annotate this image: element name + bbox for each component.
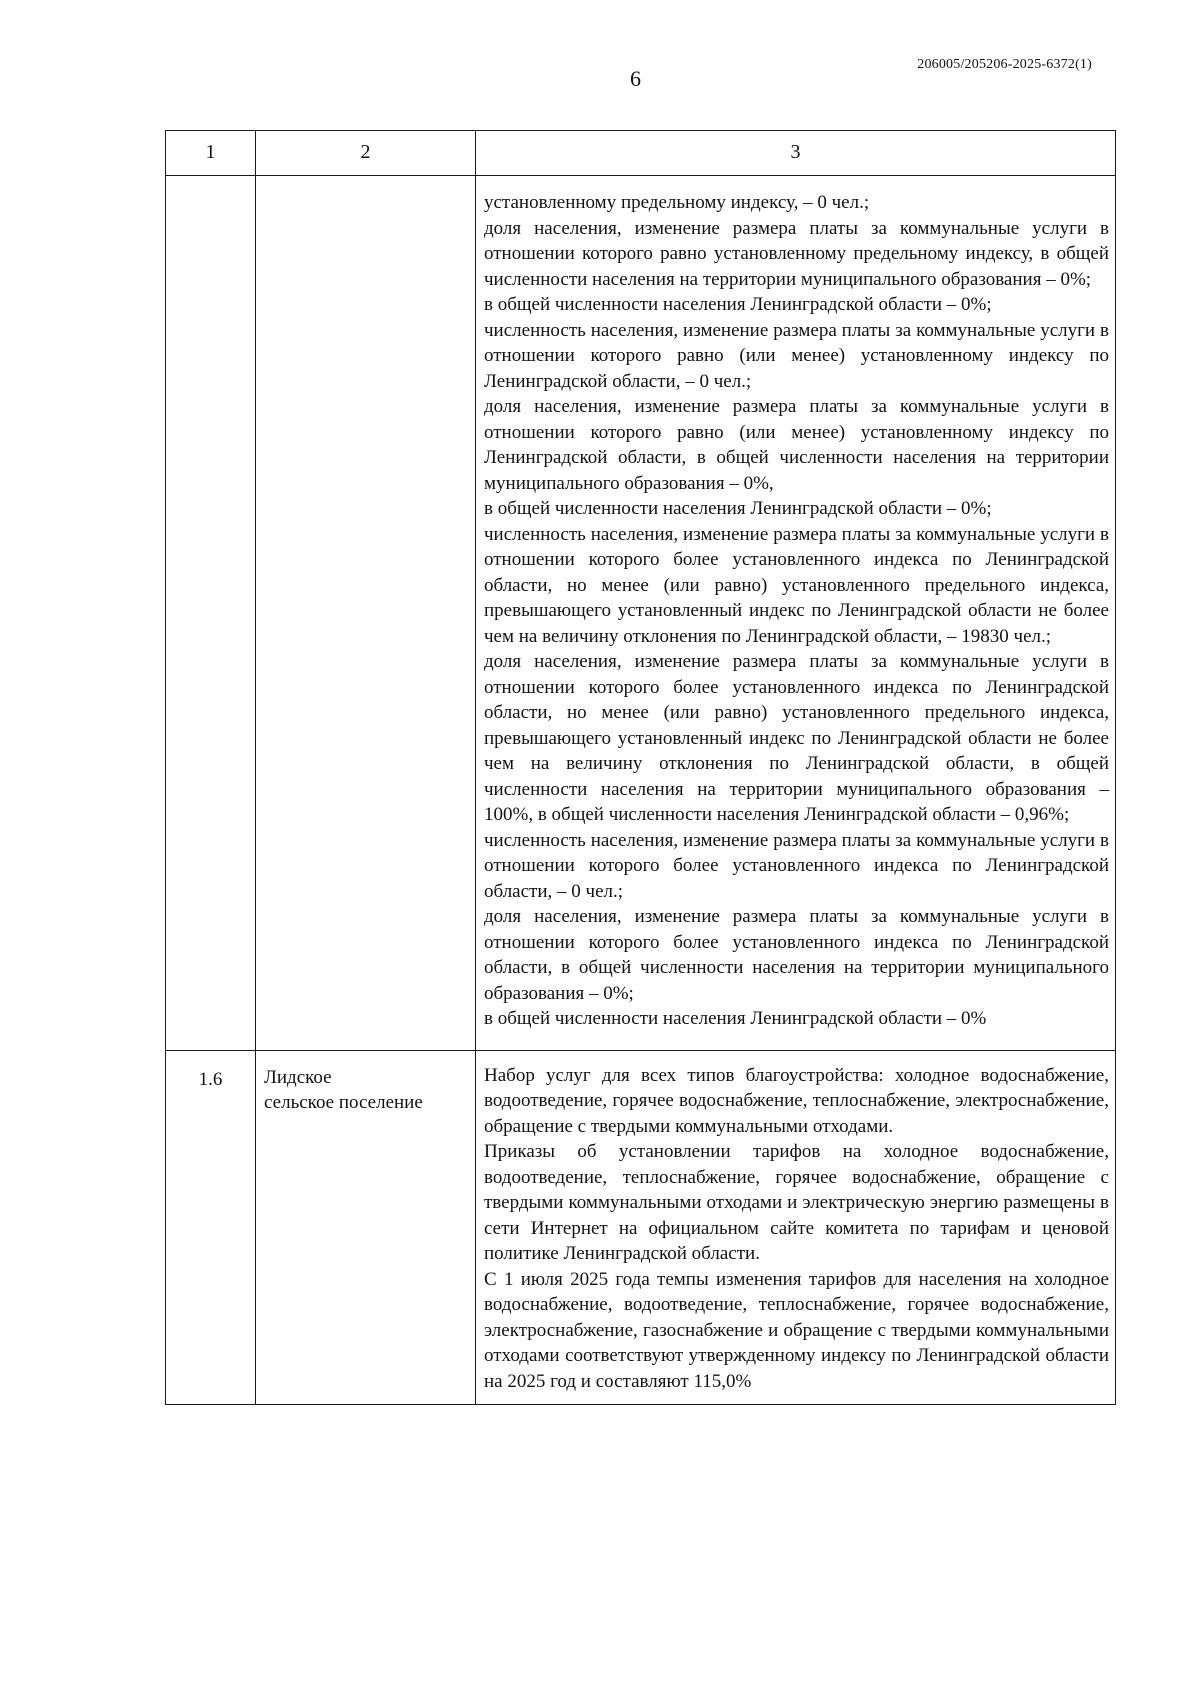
description-paragraph: С 1 июля 2025 года темпы изменения тарифов для населения на холодное водоснабжение, водоотведение, теплоснабжение, горячее водоснабжение, электроснабжение, газоснабжение и обращение с твердыми коммунальными отходами соответствуют утвержденному индексу по Ленинградской области на 2025 год и составляют 115,0% [484,1268,1109,1392]
description-paragraph: в общей численности населения Ленинградской области – 0% [484,1008,987,1029]
settlement-name-cell [256,176,476,1051]
description-paragraph: доля населения, изменение размера платы за коммунальные услуги в отношении которого равно (или менее) установленному индексу по Ленинградской области, в общей численности населения на территории муниципального образования – 0%, [484,396,1109,494]
column-header-3: 3 [476,131,1116,176]
settlement-name-cell [256,1050,476,1405]
description-paragraph: в общей численности населения Ленинградской области – 0%; [484,498,992,519]
description-paragraph: Приказы об установлении тарифов на холодное водоснабжение, водоотведение, теплоснабжение, горячее водоснабжение, обращение с твердыми коммунальными отходами и электрическую энергию размещены в сети Интернет на официальном сайте комитета по тарифам и ценовой политике Ленинградской области. [484,1141,1109,1264]
row-number-cell [166,176,256,1051]
table-header-row [166,131,1116,176]
description-cell [476,176,1116,1051]
description-paragraph: в общей численности населения Ленинградской области – 0%; [484,294,992,315]
description-cell [476,1050,1116,1405]
description-paragraph: доля населения, изменение размера платы за коммунальные услуги в отношении которого более установленного индекса по Ленинградской области, в общей численности населения на территории муниципального образования – 0%; [484,906,1109,1004]
column-header-1: 1 [166,131,256,176]
table-row-1-6 [166,1050,1116,1405]
row-number-cell: 1.6 [166,1050,256,1405]
page-number: 6 [630,66,641,91]
table-row-continued [166,176,1116,1051]
description-paragraph: численность населения, изменение размера платы за коммунальные услуги в отношении которого равно (или менее) установленному индексу по Ленинградской области, – 0 чел.; [484,319,1109,392]
tariff-table [165,130,1116,1405]
description-paragraph: Набор услуг для всех типов благоустройства: холодное водоснабжение, водоотведение, горячее водоснабжение, теплоснабжение, электроснабжение, обращение с твердыми коммунальными отходами. [484,1064,1109,1137]
settlement-name-line: сельское поселение [264,1092,423,1113]
description-paragraph: численность населения, изменение размера платы за коммунальные услуги в отношении которого более установленного индекса по Ленинградской области, но менее (или равно) установленного предельного индекса, превышающего установленный индекс по Ленинградской области не более чем на величину отклонения по Ленинградской области, – 19830 чел.; [484,523,1109,647]
description-paragraph: доля населения, изменение размера платы за коммунальные услуги в отношении которого равно установленному предельному индексу, в общей численности населения на территории муниципального образования – 0%; [484,217,1109,290]
description-paragraph: установленному предельному индексу, – 0 чел.; [484,192,870,213]
description-paragraph: доля населения, изменение размера платы за коммунальные услуги в отношении которого более установленного индекса по Ленинградской области, но менее (или равно) установленного предельного индекса, превышающего установленный индекс по Ленинградской области не более чем на величину отклонения по Ленинградской области, в общей численности населения на территории муниципального образования – 100%, в общей численности населения Ленинградской области – 0,96%; [484,651,1109,825]
settlement-name-line: Лидское [264,1066,332,1088]
document-reference: 206005/205206-2025-6372(1) [917,57,1092,72]
description-paragraph: численность населения, изменение размера платы за коммунальные услуги в отношении которого более установленного индекса по Ленинградской области, – 0 чел.; [484,829,1109,902]
column-header-2: 2 [256,131,476,176]
